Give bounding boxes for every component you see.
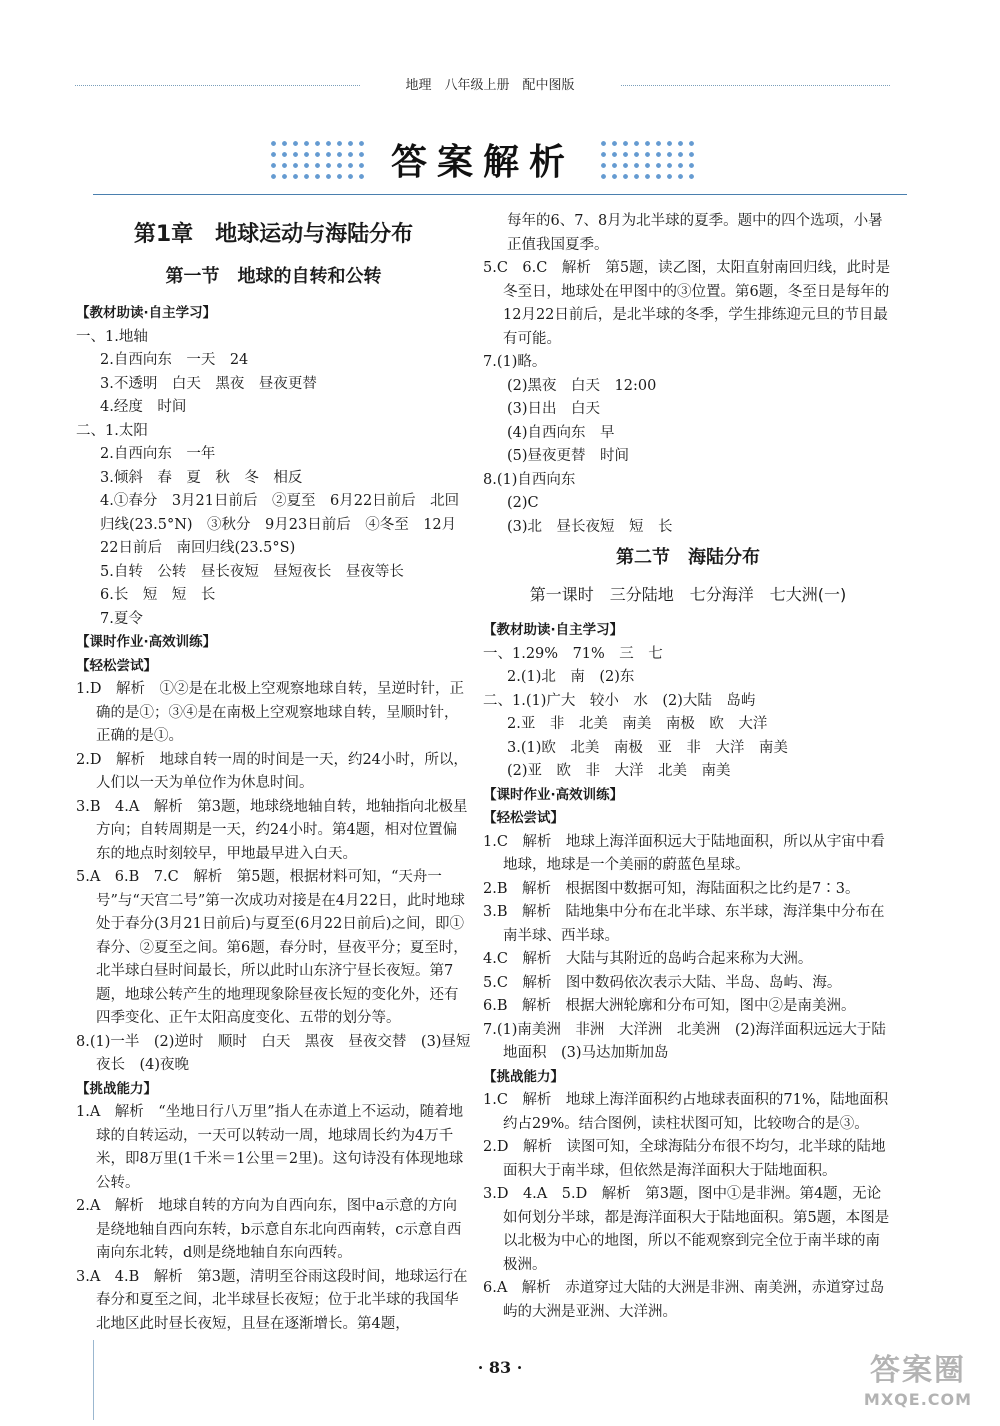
answer-line: 3.倾斜 春 夏 秋 冬 相反 bbox=[100, 469, 303, 486]
running-header: 地理 八年级上册 配中图版 bbox=[360, 74, 620, 93]
answer-line: 一、1.地轴 bbox=[76, 328, 148, 345]
answer-paragraph: 5.C 6.C 解析 第5题，读乙图，太阳直射南回归线，此时是冬至日，地球处在甲图中的③位置。第6题，冬至日是每年的12月22日前后，是北半球的冬季，学生排练迎元旦的节目最有可能。 bbox=[483, 260, 891, 347]
subsection-title: 第一课时 三分陆地 七分海洋 七大洲(一) bbox=[529, 585, 847, 604]
watermark-logo bbox=[848, 1352, 988, 1416]
answer-paragraph: 3.B 解析 陆地集中分布在北半球、东半球，海洋集中分布在南半球、西半球。 bbox=[483, 904, 885, 944]
watermark-url: MXQE.COM bbox=[863, 1390, 973, 1409]
answer-line: 3.(1)欧 北美 南极 亚 非 大洋 南美 bbox=[507, 739, 788, 756]
heading-easy-try: 【轻松尝试】 bbox=[483, 810, 564, 826]
answer-paragraph: 7.(1)南美洲 非洲 大洋洲 北美洲 (2)海洋面积远远大于陆地面积 (3)马达加斯加岛 bbox=[483, 1021, 886, 1061]
answer-paragraph: 2.A 解析 地球自转的方向为自西向东，图中a示意的方向是绕地轴自西向东转，b示意自东北向西南转，c示意自西南向东北转，d则是绕地轴自东向西转。 bbox=[76, 1198, 462, 1261]
answer-line: 7.(1)略。 bbox=[483, 354, 547, 370]
heading-challenge: 【挑战能力】 bbox=[483, 1068, 564, 1085]
answer-paragraph: 1.D 解析 ①②是在北极上空观察地球自转，呈逆时针，正确的是①；③④是在南极上空观察地球自转，呈顺时针，正确的是①。 bbox=[76, 681, 464, 744]
answer-line: (2)黑夜 白天 12:00 bbox=[507, 377, 657, 394]
answer-line: 5.自转 公转 昼长夜短 昼短夜长 昼夜等长 bbox=[100, 563, 404, 580]
answer-line: (2)C bbox=[507, 495, 539, 511]
section-title: 第二节 海陆分布 bbox=[616, 547, 760, 568]
heading-homework: 【课时作业·高效训练】 bbox=[76, 634, 217, 650]
page-title: 答案解析 bbox=[390, 142, 575, 183]
answer-paragraph: 5.A 6.B 7.C 解析 第5题，根据材料可知，“天舟一号”与“天宫二号”第一次成功对接是在4月22日，此时地球处于春分(3月21日前后)与夏至(6月22日前后)之间，即①春分、②夏至之间。第6题，春分时，昼夜平分；夏至时，北半球白昼时间最长，所以此时山东济宁昼长夜短。第7题，地球公转产生的地理现象除昼夜长短的变化外，还有四季变化、正午太阳高度变化、五带的划分等。 bbox=[76, 869, 468, 1026]
answer-line: 二、1.太阳 bbox=[76, 422, 148, 439]
chapter-title: 第1章 地球运动与海陆分布 bbox=[133, 222, 414, 247]
answer-paragraph: 3.A 4.B 解析 第3题，清明至谷雨这段时间，地球运行在春分和夏至之间，北半球昼长夜短；位于北半球的我国华北地区此时昼长夜短，且昼在逐渐增长。第4题， bbox=[76, 1268, 468, 1332]
answer-paragraph: 6.A 解析 赤道穿过大陆的大洲是非洲、南美洲，赤道穿过岛屿的大洲是亚洲、大洋洲。 bbox=[483, 1280, 885, 1320]
answer-line: 4.①春分 3月21日前后 ②夏至 6月22日前后 北回归线(23.5°N) ③秋分 9月23日前后 ④冬至 12月22日前后 南回归线(23.5°S) bbox=[100, 493, 460, 556]
decorative-dots-right bbox=[598, 138, 698, 182]
heading-easy-try: 【轻松尝试】 bbox=[76, 657, 157, 674]
answer-line: 一、1.29% 71% 三 七 bbox=[483, 645, 663, 662]
heading-textbook-guide: 【教材助读·自主学习】 bbox=[76, 305, 217, 321]
answer-line: 7.夏令 bbox=[100, 610, 143, 627]
section-title: 第一节 地球的自转和公转 bbox=[165, 266, 382, 287]
answer-paragraph: 2.D 解析 读图可知，全球海陆分布很不均匀，北半球的陆地面积大于南半球，但依然是海洋面积大于陆地面积。 bbox=[483, 1139, 886, 1179]
answer-line: 3.不透明 白天 黑夜 昼夜更替 bbox=[100, 375, 317, 392]
watermark-text: 答案圈 bbox=[870, 1353, 966, 1388]
decorative-dots-left bbox=[268, 138, 368, 182]
answer-line: 2.(1)北 南 (2)东 bbox=[507, 669, 635, 685]
page-number: · 83 · bbox=[477, 1358, 523, 1377]
answer-paragraph: 4.C 解析 大陆与其附近的岛屿合起来称为大洲。 bbox=[483, 951, 813, 967]
answer-line: (2)亚 欧 非 大洋 北美 南美 bbox=[507, 763, 731, 779]
answer-paragraph: 8.(1)一半 (2)逆时 顺时 白天 黑夜 昼夜交替 (3)昼短夜长 (4)夜晚 bbox=[76, 1033, 471, 1073]
answer-line: (4)自西向东 早 bbox=[507, 424, 615, 441]
answer-paragraph: 1.A 解析 “坐地日行八万里”指人在赤道上不运动，随着地球的自转运动，一天可以转动一周，地球周长约为4万千米，即8万里(1千米＝1公里＝2里)。这句诗没有体现地球公转。 bbox=[76, 1104, 464, 1191]
answer-line: 2.亚 非 北美 南美 南极 欧 大洋 bbox=[507, 716, 768, 732]
answer-line: 6.长 短 短 长 bbox=[100, 587, 216, 603]
answer-paragraph: 3.B 4.A 解析 第3题，地球绕地轴自转，地轴指向北极星方向；自转周期是一天，约24小时。第4题，相对位置偏东的地点时刻较早，甲地最早进入白天。 bbox=[76, 798, 468, 862]
answer-paragraph: 1.C 解析 地球上海洋面积远大于陆地面积，所以从宇宙中看地球，地球是一个美丽的蔚蓝色星球。 bbox=[483, 833, 885, 873]
heading-homework: 【课时作业·高效训练】 bbox=[483, 786, 624, 803]
answer-paragraph: 5.C 解析 图中数码依次表示大陆、半岛、岛屿、海。 bbox=[483, 974, 842, 991]
answer-paragraph: 6.B 解析 根据大洲轮廓和分布可知，图中②是南美洲。 bbox=[483, 998, 856, 1014]
right-column bbox=[483, 210, 893, 1324]
answer-line: (3)日出 白天 bbox=[507, 401, 601, 417]
answer-paragraph: 2.D 解析 地球自转一周的时间是一天，约24小时，所以，人们以一天为单位作为休息时间。 bbox=[76, 751, 468, 791]
answer-line: 2.自西向东 一年 bbox=[100, 446, 216, 462]
left-column bbox=[76, 210, 471, 1336]
answer-line: (3)北 昼长夜短 短 长 bbox=[507, 518, 673, 535]
answer-line: 2.自西向东 一天 24 bbox=[100, 352, 249, 368]
margin-rule bbox=[93, 1340, 95, 1420]
answer-line: 4.经度 时间 bbox=[100, 399, 187, 415]
heading-textbook-guide: 【教材助读·自主学习】 bbox=[483, 622, 624, 638]
answer-line: 二、1.(1)广大 较小 水 (2)大陆 岛屿 bbox=[483, 692, 756, 709]
title-rule bbox=[93, 194, 907, 195]
answer-paragraph: 1.C 解析 地球上海洋面积约占地球表面积的71%，陆地面积约占29%。结合图例，读柱状图可知，比较吻合的是③。 bbox=[483, 1092, 889, 1132]
answer-paragraph: 3.D 4.A 5.D 解析 第3题，图中①是非洲。第4题，无论如何划分半球，都是海洋面积大于陆地面积。第5题，本图是以北极为中心的地图，所以不能观察到完全位于南半球的南极洲。 bbox=[483, 1186, 890, 1273]
answer-line: (5)昼夜更替 时间 bbox=[507, 448, 630, 464]
heading-challenge: 【挑战能力】 bbox=[76, 1080, 157, 1097]
title-banner bbox=[268, 128, 698, 192]
answer-line: 8.(1)自西向东 bbox=[483, 471, 576, 488]
answer-paragraph: 每年的6、7、8月为北半球的夏季。题中的四个选项，小暑正值我国夏季。 bbox=[507, 213, 883, 253]
answer-paragraph: 2.B 解析 根据图中数据可知，海陆面积之比约是7∶3。 bbox=[483, 880, 860, 897]
